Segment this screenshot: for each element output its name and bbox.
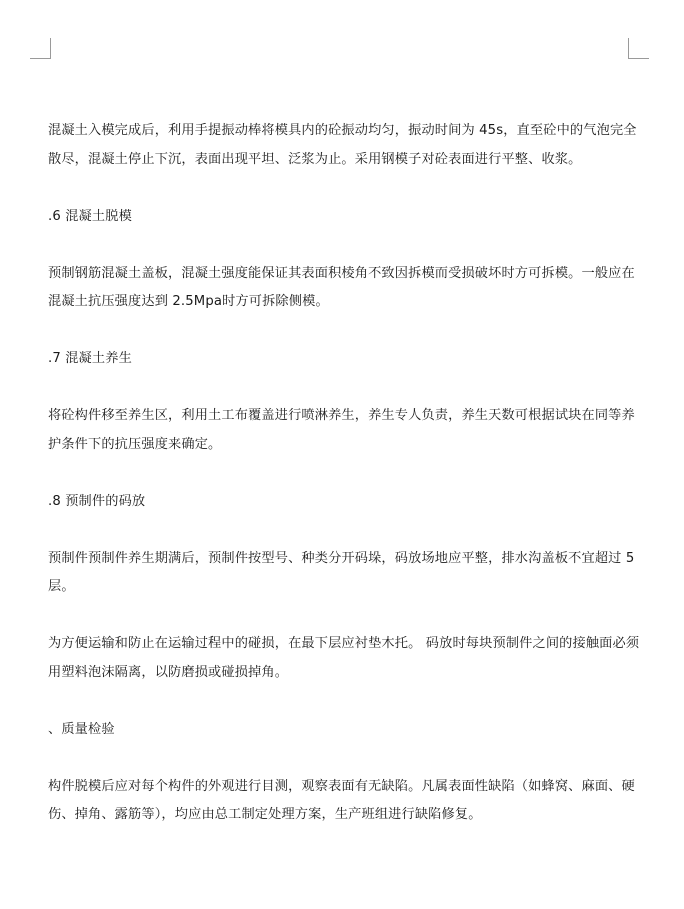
section-heading-quality-inspection: 、质量检验	[48, 721, 115, 737]
paragraph-concrete-vibration: 混凝土入模完成后，利用手提振动棒将模具内的砼振动均匀，振动时间为 45s，直至砼中的气泡完全散尽，混凝土停止下沉，表面出现平坦、泛浆为止。采用钢模子对砼表面进行平整、收浆。	[48, 123, 637, 167]
section-heading-curing: .7 混凝土养生	[48, 351, 132, 366]
document-body	[48, 117, 640, 830]
paragraph-spacer	[48, 516, 640, 545]
paragraph-spacer	[48, 459, 640, 488]
paragraph-spacer	[48, 374, 640, 403]
paragraph-transport-protection: 为方便运输和防止在运输过程中的碰损，在最下层应衬垫木托。 码放时每块预制件之间的接触面必须用塑料泡沫隔离，以防磨损或碰损掉角。	[48, 636, 640, 680]
paragraph-stacking: 预制件预制件养生期满后，预制件按型号、种类分开码垛，码放场地应平整，排水沟盖板不宜超过 5层。	[48, 550, 635, 594]
paragraph-quality-inspection: 构件脱模后应对每个构件的外观进行目测，观察表面有无缺陷。凡属表面性缺陷（如蜂窝、麻面、硬伤、掉角、露筋等），均应由总工制定处理方案，生产班组进行缺陷修复。	[48, 778, 635, 822]
paragraph-spacer	[48, 317, 640, 346]
paragraph-curing: 将砼构件移至养生区，利用土工布覆盖进行喷淋养生，养生专人负责，养生天数可根据试块在同等养护条件下的抗压强度来确定。	[48, 408, 635, 452]
section-heading-demolding: .6 混凝土脱模	[48, 208, 132, 224]
paragraph-spacer	[48, 687, 640, 716]
paragraph-demolding: 预制钢筋混凝土盖板，混凝土强度能保证其表面积棱角不致因拆模而受损破坏时方可拆模。一般应在混凝土抗压强度达到 2.5Mpa时方可拆除侧模。	[48, 265, 635, 309]
paragraph-spacer	[48, 602, 640, 631]
section-heading-stacking: .8 预制件的码放	[48, 493, 146, 509]
crop-mark-top-left	[30, 38, 51, 59]
crop-mark-top-right	[628, 38, 649, 59]
paragraph-spacer	[48, 174, 640, 203]
paragraph-spacer	[48, 231, 640, 260]
paragraph-spacer	[48, 744, 640, 773]
